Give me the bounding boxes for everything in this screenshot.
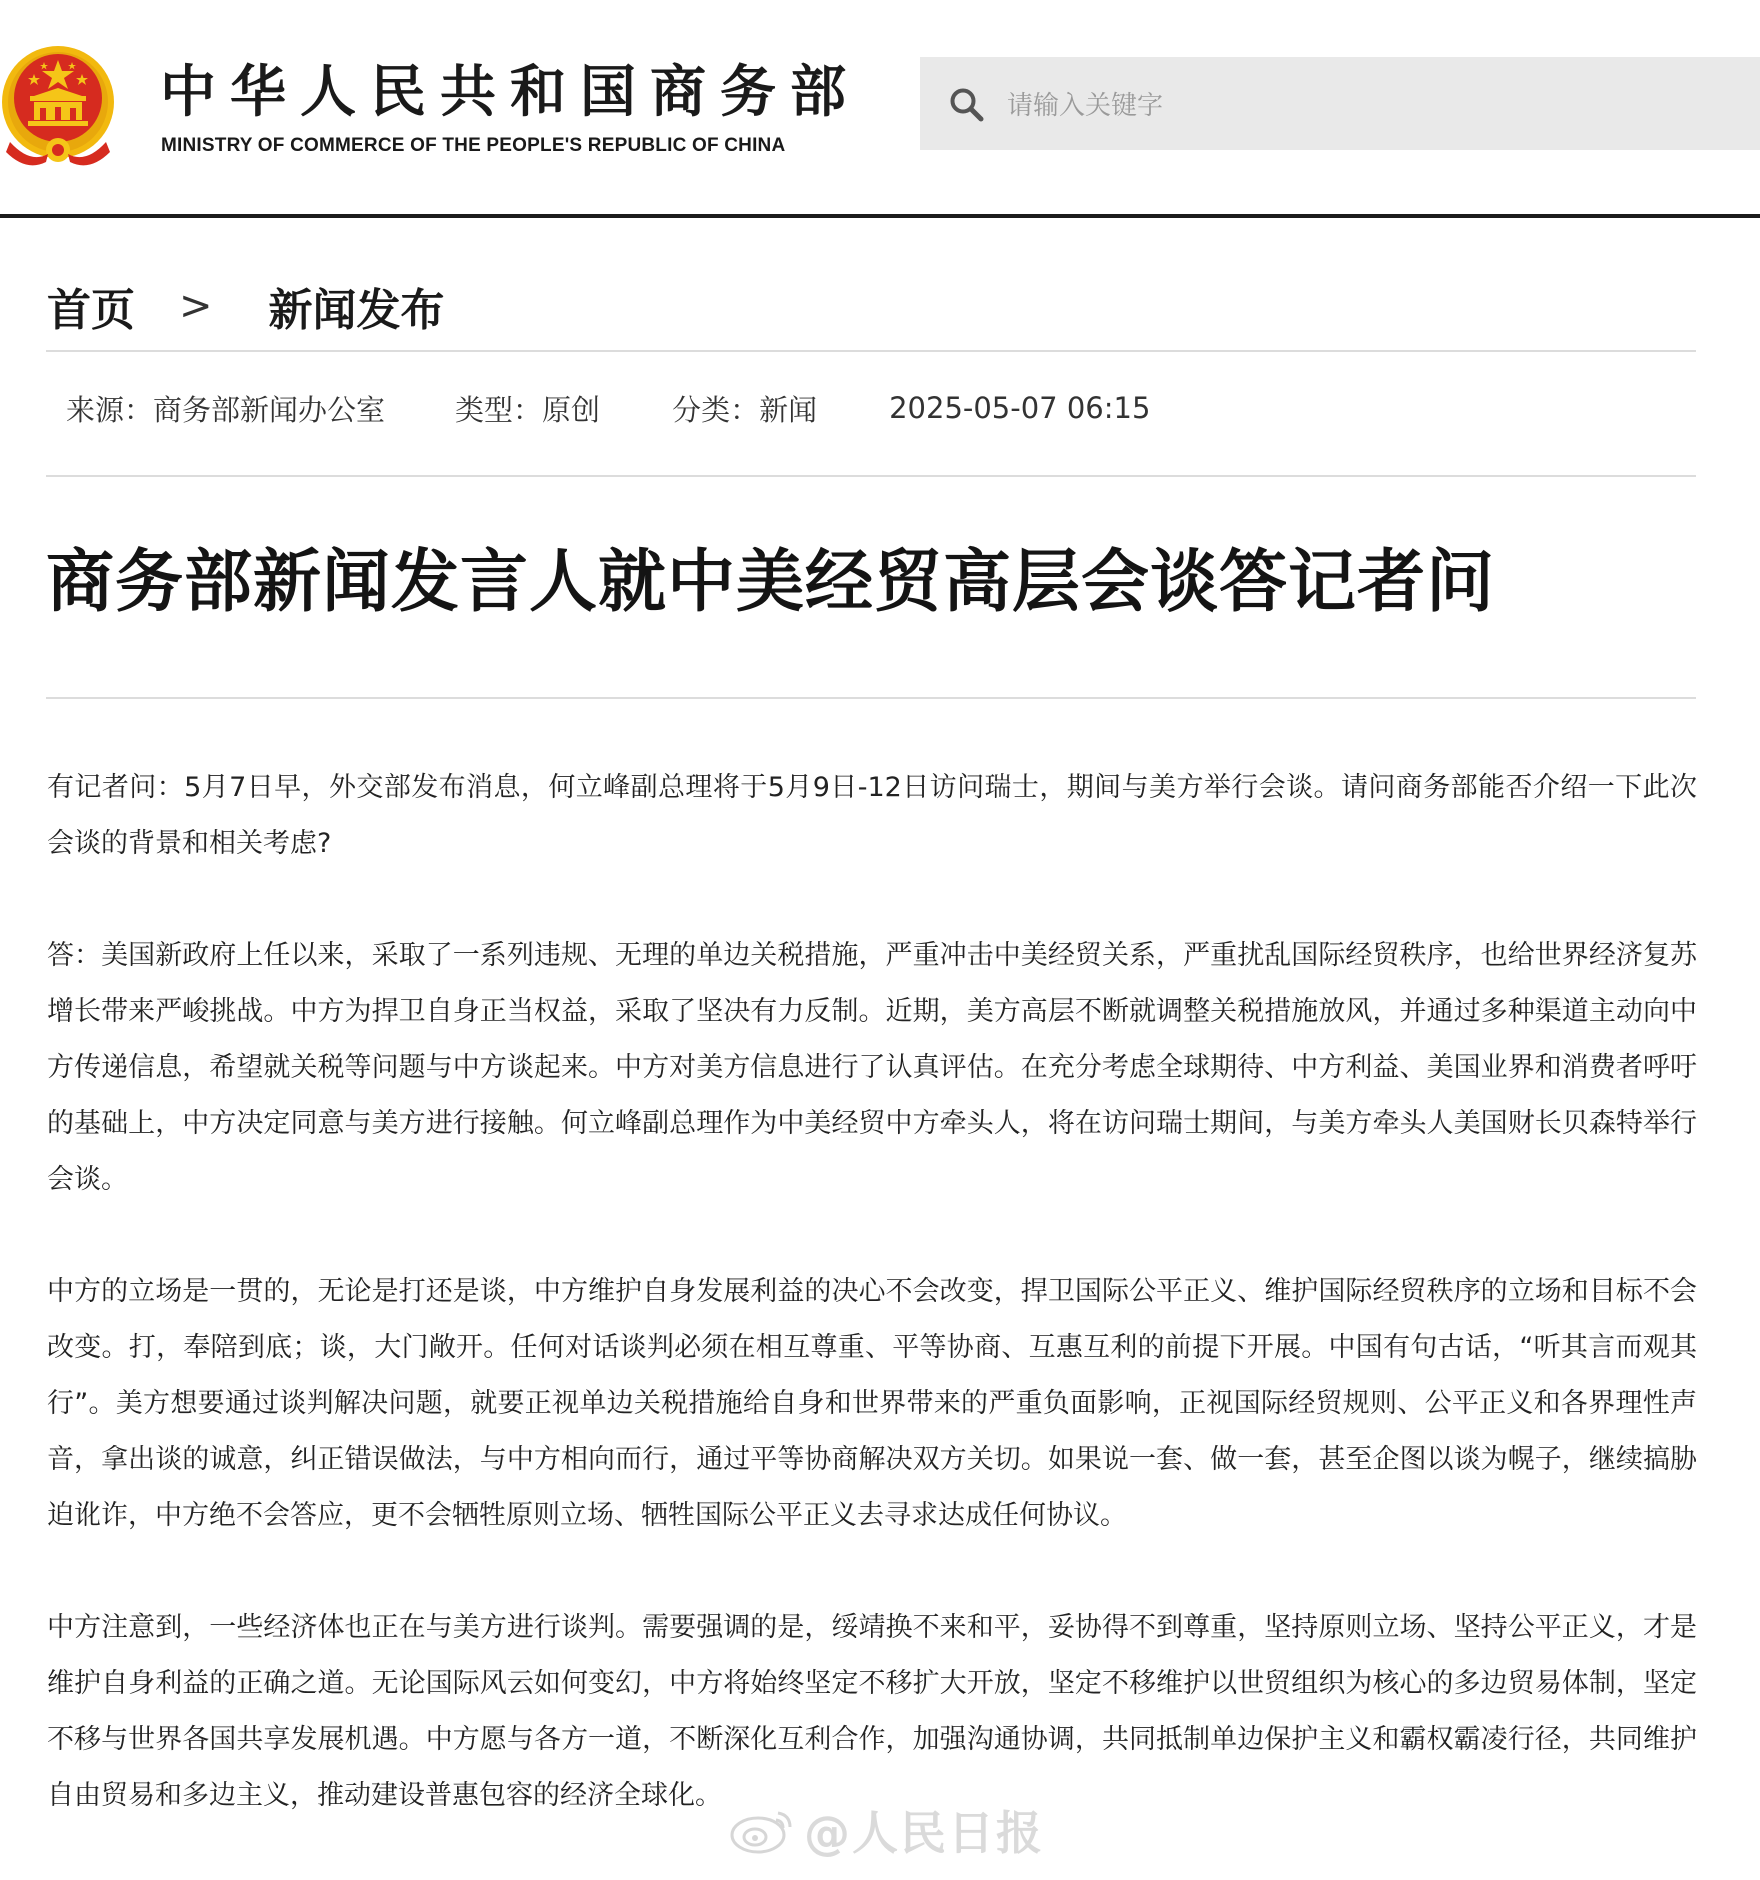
breadcrumb <box>47 276 445 336</box>
watermark-text: @人民日报 <box>804 1806 1044 1860</box>
article-paragraph: 有记者问：5月7日早，外交部发布消息，何立峰副总理将于5月9日-12日访问瑞士，期间与美方举行会谈。请问商务部能否介绍一下此次会谈的背景和相关考虑? <box>47 772 1697 859</box>
breadcrumb-current-link[interactable]: 新闻发布 <box>268 285 445 336</box>
article-title: 商务部新闻发言人就中美经贸高层会谈答记者问 <box>46 543 1496 622</box>
type-label: 类型： <box>455 392 543 427</box>
breadcrumb-separator: > <box>179 283 213 329</box>
watermark <box>728 1800 1044 1860</box>
publish-datetime: 2025-05-07 06:15 <box>889 391 1151 425</box>
site-header <box>0 0 1760 218</box>
breadcrumb-divider <box>46 350 1696 352</box>
category-label: 分类： <box>672 392 760 427</box>
article-paragraph: 中方的立场是一贯的，无论是打还是谈，中方维护自身发展利益的决心不会改变，捍卫国际公平正义、维护国际经贸秩序的立场和目标不会改变。打，奉陪到底；谈，大门敞开。任何对话谈判必须在相互尊重、平等协商、互惠互利的前提下开展。中国有句古话，“听其言而观其行”。美方想要通过谈判解决问题，就要正视单边关税措施给自身和世界带来的严重负面影响，正视国际经贸规则、公平正义和各界理性声音，拿出谈的诚意，纠正错误做法，与中方相向而行，通过平等协商解决双方关切。如果说一套、做一套，甚至企图以谈为幌子，继续搞胁迫讹诈，中方绝不会答应，更不会牺牲原则立场、牺牲国际公平正义去寻求达成任何协议。 <box>47 1276 1697 1531</box>
site-title[interactable]: 中华人民共和国商务部 <box>160 60 860 125</box>
category-value: 新闻 <box>759 392 818 427</box>
source-value: 商务部新闻办公室 <box>153 392 386 427</box>
search-icon[interactable] <box>948 86 986 124</box>
source-label: 来源： <box>66 392 154 427</box>
article-paragraph: 中方注意到，一些经济体也正在与美方进行谈判。需要强调的是，绥靖换不来和平，妥协得不到尊重，坚持原则立场、坚持公平正义，才是维护自身利益的正确之道。无论国际风云如何变幻，中方将始终坚定不移扩大开放，坚定不移维护以世贸组织为核心的多边贸易体制，坚定不移与世界各国共享发展机遇。中方愿与各方一道，不断深化互利合作，加强沟通协调，共同抵制单边保护主义和霸权霸凌行径，共同维护自由贸易和多边主义，推动建设普惠包容的经济全球化。 <box>47 1612 1697 1811</box>
title-divider <box>46 697 1696 699</box>
search-input[interactable] <box>1005 80 1729 132</box>
meta-divider <box>46 475 1696 477</box>
article-body <box>47 760 1697 1880</box>
article-paragraph: 答：美国新政府上任以来，采取了一系列违规、无理的单边关税措施，严重冲击中美经贸关系，严重扰乱国际经贸秩序，也给世界经济复苏增长带来严峻挑战。中方为捍卫自身正当权益，采取了坚决有力反制。近期，美方高层不断就调整关税措施放风，并通过多种渠道主动向中方传递信息，希望就关税等问题与中方谈起来。中方对美方信息进行了认真评估。在充分考虑全球期待、中方利益、美国业界和消费者呼吁的基础上，中方决定同意与美方进行接触。何立峰副总理作为中美经贸中方牵头人，将在访问瑞士期间，与美方牵头人美国财长贝森特举行会谈。 <box>47 940 1697 1195</box>
type-value: 原创 <box>542 392 601 427</box>
weibo-logo-icon <box>728 1805 798 1855</box>
article-meta <box>66 388 1150 428</box>
national-emblem-icon[interactable] <box>0 38 116 174</box>
site-subtitle: MINISTRY OF COMMERCE OF THE PEOPLE'S REPUBLIC OF CHINA <box>161 135 786 156</box>
breadcrumb-home-link[interactable]: 首页 <box>47 285 135 336</box>
